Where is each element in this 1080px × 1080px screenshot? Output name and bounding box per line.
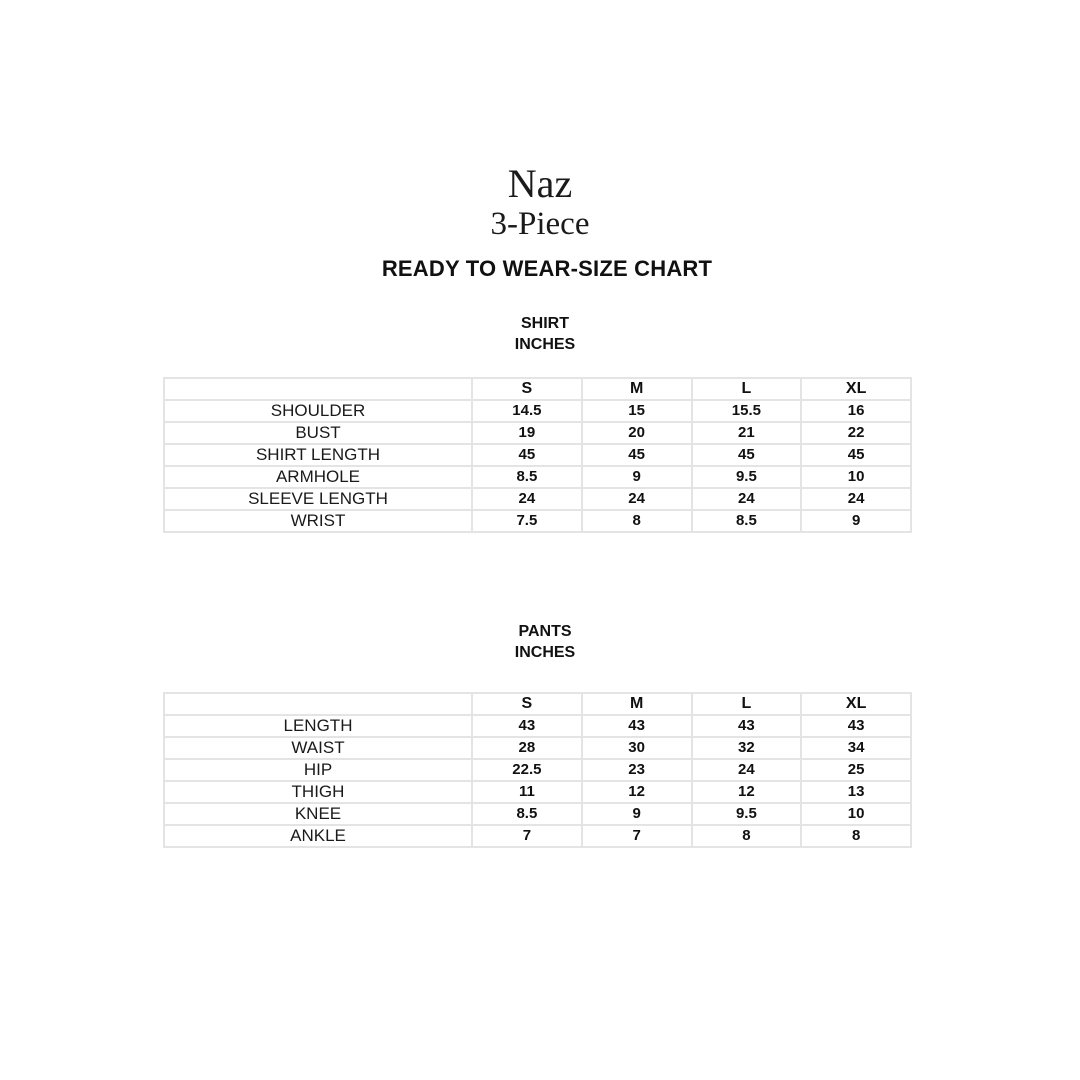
- measurement-cell: 9.5: [692, 466, 802, 488]
- measurement-cell: 15.5: [692, 400, 802, 422]
- row-label: LENGTH: [164, 715, 472, 737]
- measurement-cell: 43: [801, 715, 911, 737]
- measurement-cell: 15: [582, 400, 692, 422]
- measurement-cell: 7.5: [472, 510, 582, 532]
- shirt-size-table: [163, 377, 912, 533]
- size-header-m: M: [582, 693, 692, 715]
- measurement-cell: 16: [801, 400, 911, 422]
- table-row: [164, 400, 911, 422]
- shirt-heading-title: SHIRT: [521, 315, 569, 332]
- measurement-cell: 8: [801, 825, 911, 847]
- measurement-cell: 45: [582, 444, 692, 466]
- table-header-row: [164, 693, 911, 715]
- row-label: ARMHOLE: [164, 466, 472, 488]
- measurement-cell: 25: [801, 759, 911, 781]
- measurement-cell: 9.5: [692, 803, 802, 825]
- measurement-cell: 43: [472, 715, 582, 737]
- measurement-cell: 24: [692, 488, 802, 510]
- measurement-cell: 10: [801, 466, 911, 488]
- row-label: SHOULDER: [164, 400, 472, 422]
- measurement-cell: 8.5: [692, 510, 802, 532]
- pants-heading-unit: INCHES: [514, 644, 576, 661]
- measurement-cell: 20: [582, 422, 692, 444]
- table-row: [164, 759, 911, 781]
- measurement-cell: 14.5: [472, 400, 582, 422]
- measurement-cell: 21: [692, 422, 802, 444]
- chart-title: READY TO WEAR-SIZE CHART: [381, 256, 713, 281]
- measurement-cell: 12: [692, 781, 802, 803]
- size-header-s: S: [472, 693, 582, 715]
- table-row: [164, 737, 911, 759]
- table-row: [164, 825, 911, 847]
- pants-heading-title: PANTS: [518, 623, 572, 640]
- row-label: BUST: [164, 422, 472, 444]
- measurement-cell: 11: [472, 781, 582, 803]
- row-label: ANKLE: [164, 825, 472, 847]
- measurement-cell: 22.5: [472, 759, 582, 781]
- row-label: KNEE: [164, 803, 472, 825]
- table-row: [164, 488, 911, 510]
- table-row: [164, 444, 911, 466]
- measurement-cell: 24: [582, 488, 692, 510]
- measurement-cell: 7: [582, 825, 692, 847]
- size-header-xl: XL: [801, 693, 911, 715]
- measurement-cell: 43: [692, 715, 802, 737]
- measurement-cell: 24: [801, 488, 911, 510]
- table-row: [164, 422, 911, 444]
- size-header-l: L: [692, 693, 802, 715]
- row-label: WAIST: [164, 737, 472, 759]
- measurement-cell: 8.5: [472, 803, 582, 825]
- measurement-cell: 7: [472, 825, 582, 847]
- table-row: [164, 510, 911, 532]
- brand-subtitle: 3-Piece: [490, 206, 590, 242]
- size-header-l: L: [692, 378, 802, 400]
- measurement-cell: 45: [472, 444, 582, 466]
- measurement-cell: 8: [582, 510, 692, 532]
- measurement-cell: 19: [472, 422, 582, 444]
- measurement-cell: 8: [692, 825, 802, 847]
- row-label: SHIRT LENGTH: [164, 444, 472, 466]
- measurement-cell: 8.5: [472, 466, 582, 488]
- measurement-cell: 34: [801, 737, 911, 759]
- size-header-xl: XL: [801, 378, 911, 400]
- measurement-cell: 10: [801, 803, 911, 825]
- shirt-heading-unit: INCHES: [514, 336, 576, 353]
- row-label: HIP: [164, 759, 472, 781]
- measurement-cell: 30: [582, 737, 692, 759]
- pants-size-table: [163, 692, 912, 848]
- pants-section-heading: [0, 621, 1080, 663]
- measurement-cell: 45: [801, 444, 911, 466]
- row-label: SLEEVE LENGTH: [164, 488, 472, 510]
- table-corner-cell: [164, 693, 472, 715]
- measurement-cell: 43: [582, 715, 692, 737]
- measurement-cell: 24: [692, 759, 802, 781]
- measurement-cell: 32: [692, 737, 802, 759]
- size-header-m: M: [582, 378, 692, 400]
- size-header-s: S: [472, 378, 582, 400]
- measurement-cell: 9: [801, 510, 911, 532]
- table-row: [164, 466, 911, 488]
- measurement-cell: 28: [472, 737, 582, 759]
- measurement-cell: 45: [692, 444, 802, 466]
- table-row: [164, 781, 911, 803]
- table-row: [164, 715, 911, 737]
- table-corner-cell: [164, 378, 472, 400]
- measurement-cell: 9: [582, 803, 692, 825]
- measurement-cell: 24: [472, 488, 582, 510]
- brand-name: Naz: [507, 161, 573, 206]
- measurement-cell: 9: [582, 466, 692, 488]
- row-label: THIGH: [164, 781, 472, 803]
- table-header-row: [164, 378, 911, 400]
- table-row: [164, 803, 911, 825]
- measurement-cell: 12: [582, 781, 692, 803]
- row-label: WRIST: [164, 510, 472, 532]
- shirt-section-heading: [0, 313, 1080, 355]
- measurement-cell: 13: [801, 781, 911, 803]
- measurement-cell: 22: [801, 422, 911, 444]
- measurement-cell: 23: [582, 759, 692, 781]
